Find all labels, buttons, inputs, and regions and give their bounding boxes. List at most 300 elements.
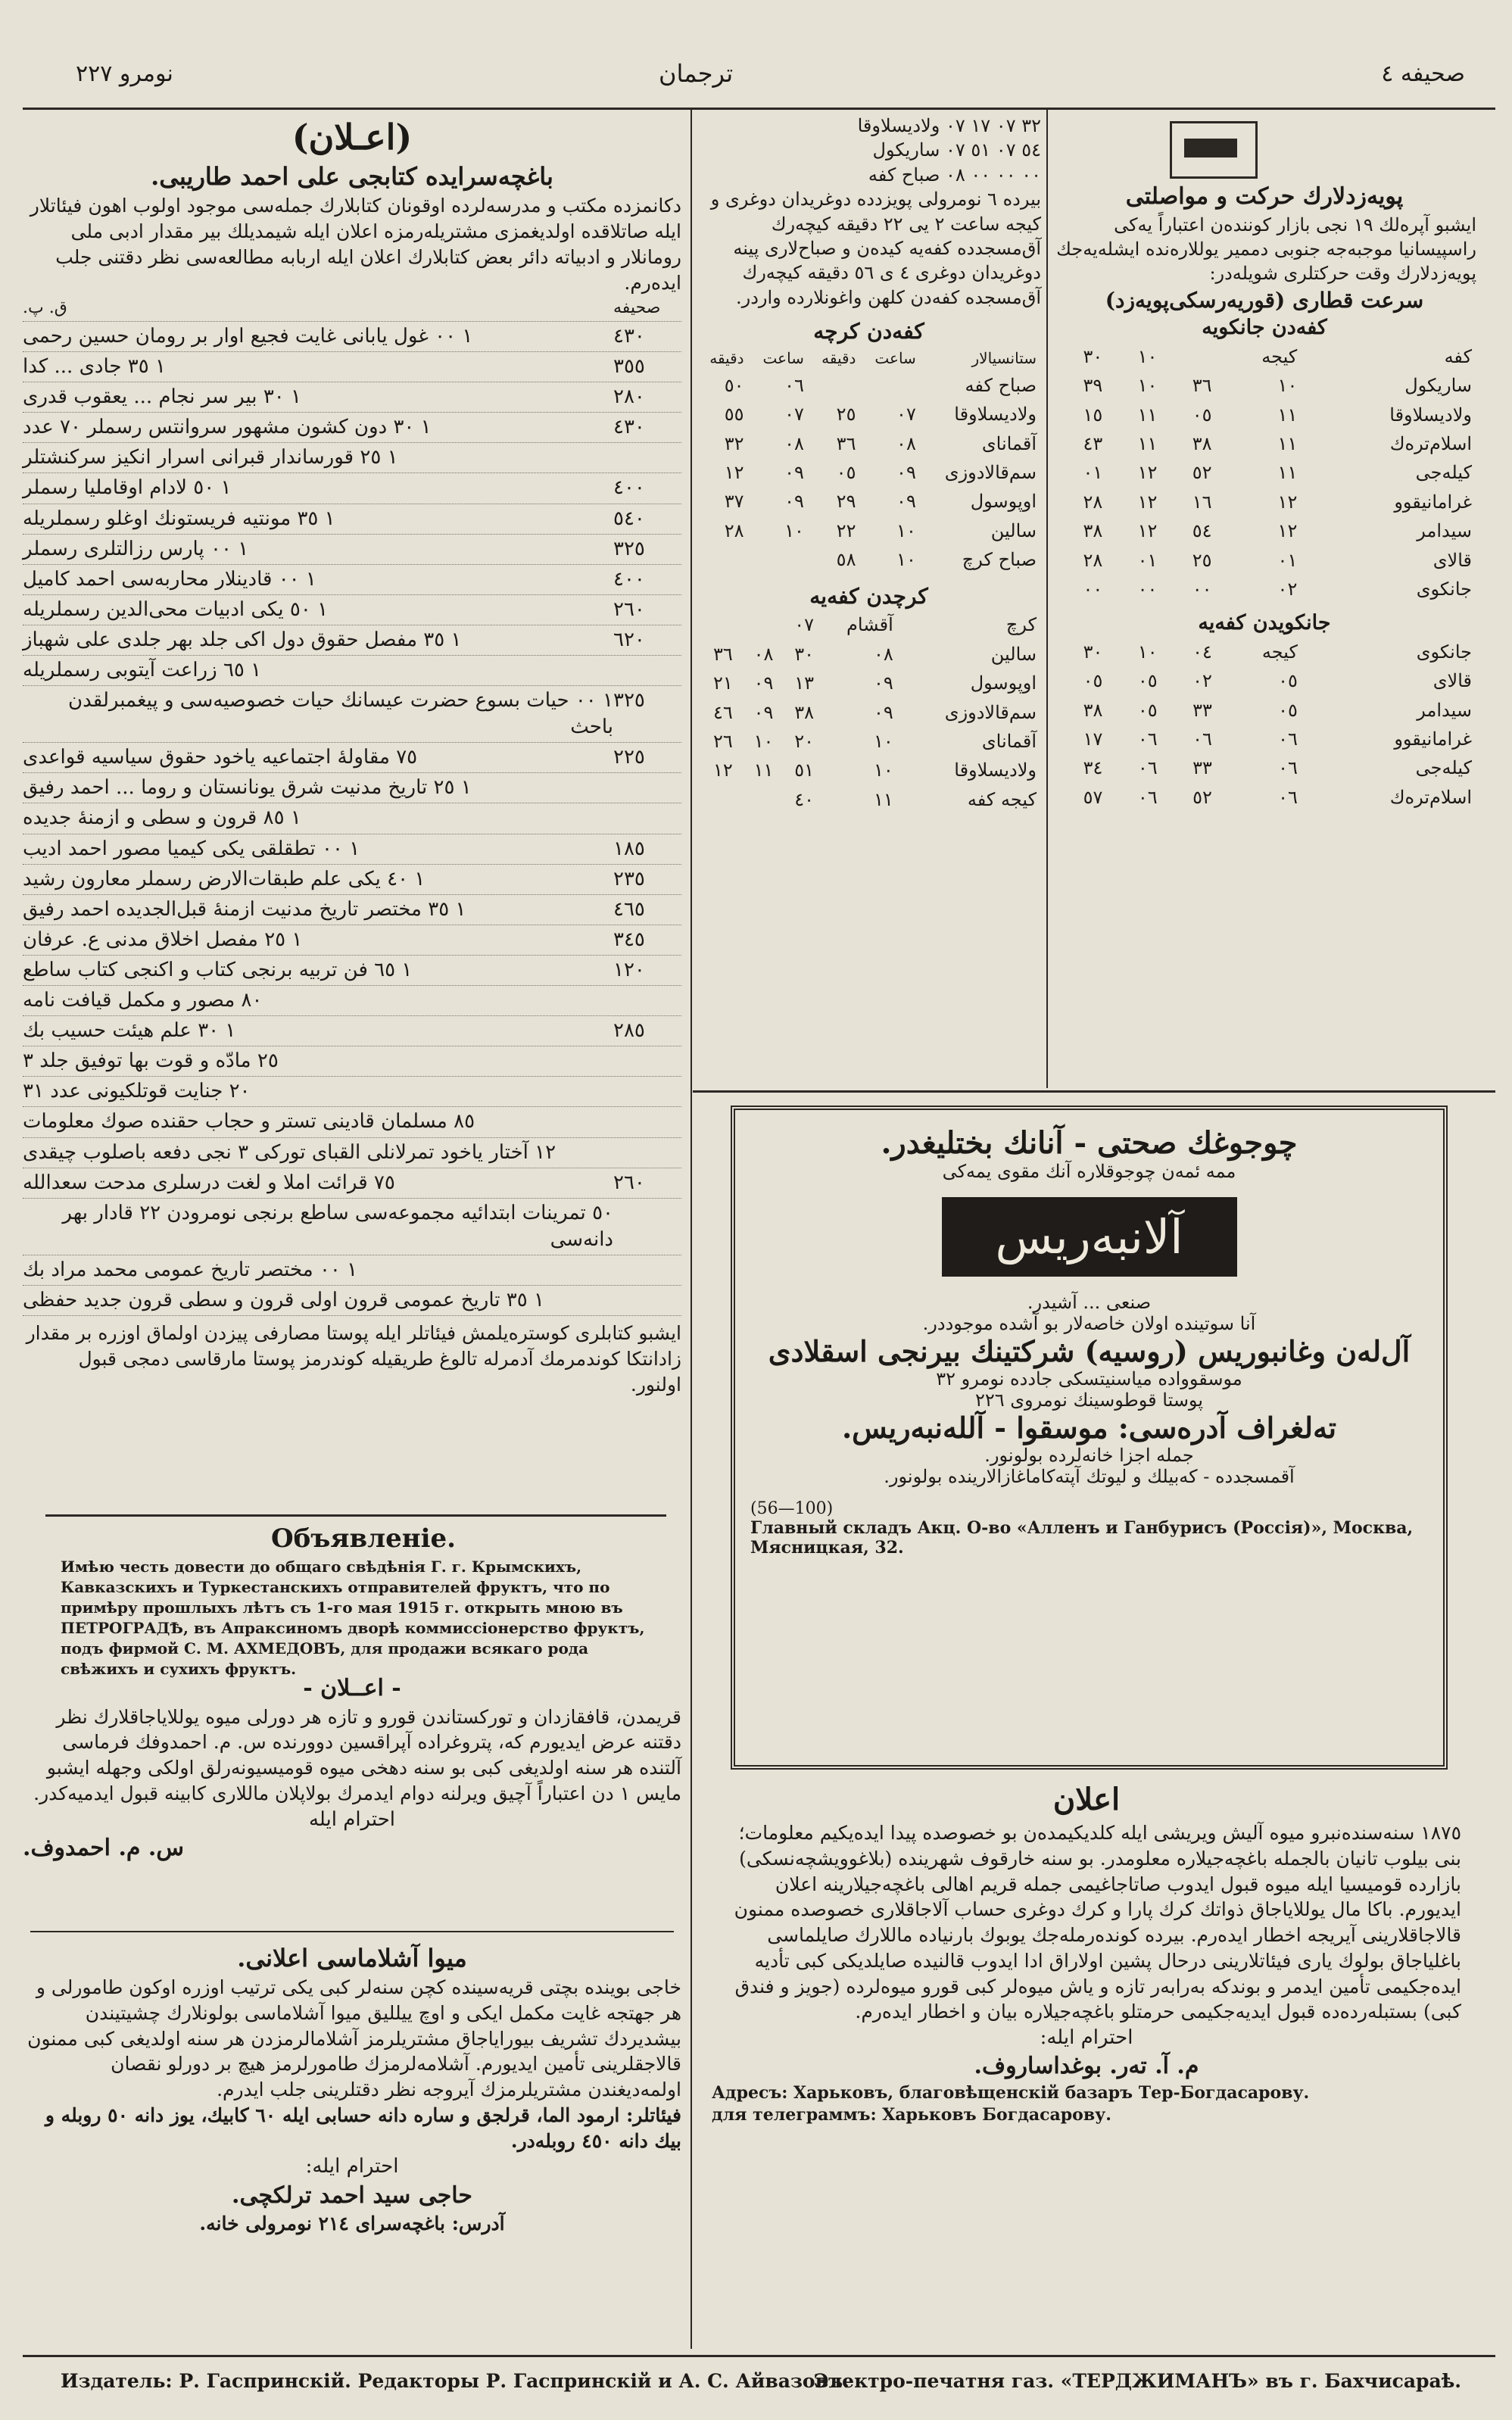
book-title: ١ ٨٥ قرون و سطی و ازمنهٔ جدیده bbox=[23, 806, 301, 830]
table-cell: ٥٧ bbox=[1083, 786, 1103, 808]
table-cell: ٣٢ bbox=[724, 432, 744, 454]
book-row bbox=[23, 535, 681, 565]
book-row bbox=[23, 352, 681, 382]
djankoy-kefe-title: جانکویدن کفه‌یه bbox=[1198, 611, 1331, 635]
book-row bbox=[23, 1046, 681, 1077]
book-list bbox=[23, 322, 681, 1316]
book-row bbox=[23, 504, 681, 535]
book-title: ١ ٣٥ جادی ... كدا bbox=[23, 355, 166, 379]
book-pages: ٢٨٠ bbox=[613, 385, 645, 409]
book-title: ١ ٠٠ حیات بسوع حضرت عیسانك حیات خصوصیه‌سی و پیغمبرلقدن باحث bbox=[68, 689, 613, 739]
book-pages: ٤٠٠ bbox=[613, 476, 645, 500]
table-cell: ٢٨ bbox=[724, 519, 744, 541]
book-row bbox=[23, 1138, 681, 1168]
book-pages: ٢٣٥ bbox=[613, 867, 645, 890]
page-header bbox=[15, 53, 1495, 106]
train-schedule bbox=[1052, 182, 1476, 812]
table-cell: ٤٣ bbox=[1083, 433, 1103, 455]
table-cell: ١١ bbox=[873, 788, 893, 810]
book-title: ١ ٢٥ تاریخ مدنیت شرق یونانستان و روما ... احمد رفیق bbox=[23, 776, 472, 800]
book-title: ٧٥ مقاولهٔ اجتماعیه یاخود حقوق سیاسیه قواعدی bbox=[23, 746, 418, 769]
table-cell bbox=[697, 610, 737, 639]
table-header-cell: ساعت bbox=[874, 348, 916, 367]
table-cell: ٥٢ bbox=[1192, 462, 1212, 484]
table-cell: ١٠ bbox=[753, 731, 774, 753]
page-number: صحیفه ٤ bbox=[1381, 61, 1465, 87]
table-cell: ١٥ bbox=[1083, 404, 1103, 426]
book-title: ١ ٣٠ علم هیئت حسیب بك bbox=[23, 1019, 236, 1043]
book-row bbox=[23, 1107, 681, 1137]
table-row bbox=[1052, 546, 1476, 575]
turkic-notice-sign2: س. م. احمدوف. bbox=[23, 1834, 184, 1861]
book-pages: ١٨٥ bbox=[613, 837, 645, 860]
table-cell: ٠٩ bbox=[784, 462, 804, 484]
book-title: ١ ٦٥ زراعت آیتوبی رسملریله bbox=[23, 659, 262, 681]
table-row bbox=[697, 371, 1041, 400]
table-cell: ٠٩ bbox=[784, 491, 804, 513]
table-cell bbox=[737, 785, 778, 814]
book-pages: ٥٤٠ bbox=[613, 507, 645, 530]
table-cell: ٠١ bbox=[1083, 462, 1103, 484]
book-pages bbox=[613, 805, 681, 831]
table-cell: ١٠ bbox=[896, 549, 916, 571]
book-pages: ٤٦٥ bbox=[613, 897, 645, 921]
book-row bbox=[23, 1168, 681, 1199]
book-pages bbox=[613, 1287, 681, 1314]
table-cell: ١٢ bbox=[724, 462, 744, 484]
table-cell: ١٠ bbox=[896, 519, 916, 541]
schedule-intro: ایشبو آپرەلك ١٩ نجی بازار کوننده‌ن اعتباراً یه‌کی راسپیسانیا موجبه‌جه جنوبی دممیر یوللاره‌نده ایشله‌یه‌جك پویه‌زدلارك وقت حرکتلری شویله‌در: bbox=[1056, 214, 1476, 285]
table-cell: سالین bbox=[990, 643, 1037, 665]
book-advert-intro: دکانمزده مکتب و مدرسه‌لرده اوقونان کتابلارك جمله‌سی موجود اولوب اهون فیئاتلار ایله صاتلاقده اولدیغمزی مشتریله‌رمزه اعلان ایله شیمدیلك بیر مقدار ادبی ملی رومانلار و ادبیاته دائر بعض کتابلارك اعلان ایله اربابه مطالعه‌سی نظر دقتنی جلب ایده‌رم. bbox=[30, 195, 681, 294]
timetable-continued bbox=[697, 114, 1041, 187]
book-list-header-price: ق. پ. bbox=[23, 298, 67, 318]
table-cell: ٢١ bbox=[712, 672, 733, 694]
table-cell: ٢٨ bbox=[1083, 549, 1103, 571]
table-cell: سیدامر bbox=[1417, 699, 1472, 721]
table-cell: ٣٠ bbox=[1083, 345, 1103, 367]
header-rule bbox=[23, 108, 1495, 110]
table-cell: ٣٨ bbox=[1083, 520, 1103, 542]
book-pages: ٢٦٠ bbox=[613, 1171, 645, 1194]
ad-line8: تەلغراف آدرەسی: موسقوا - آللەنبەریس. bbox=[841, 1411, 1337, 1445]
ad-line4: آنا سوتینده اولان خاصه‌لار بو آشده موجوددر. bbox=[922, 1313, 1256, 1334]
book-title: ٨٠ مصور و مکمل قیافت نامه bbox=[23, 989, 263, 1012]
book-row bbox=[23, 743, 681, 773]
table-cell: ٠٥ bbox=[1192, 404, 1212, 426]
table-cell: ٠٩ bbox=[873, 672, 893, 694]
table-cell: ٠٨ bbox=[896, 432, 916, 454]
table-cell: ٣٦ bbox=[712, 643, 733, 665]
table-row bbox=[1052, 488, 1476, 516]
book-pages: ٢٢٥ bbox=[613, 746, 645, 769]
table-cell: ٠٠ bbox=[1083, 578, 1103, 600]
fruit-notice-price: فیئاتلر: ارمود الما، قرلجق و ساره دانه حسابی ایله ٦٠ کابیك، یوز دانه ٥٠ روبله و بیك دانه ٤٥٠ روبله‌در. bbox=[45, 2103, 681, 2152]
table-header-row bbox=[697, 346, 1041, 371]
book-row bbox=[23, 1255, 681, 1286]
table-cell: ٠٥ bbox=[1083, 670, 1103, 692]
table-row bbox=[697, 698, 1041, 727]
book-advert bbox=[23, 114, 681, 1397]
book-title: ٧٥ قرائت املا و لغت درسلری مدحت سعدالله bbox=[23, 1171, 395, 1194]
book-row bbox=[23, 322, 681, 352]
printer-line: Электро-печатня газ. «ТЕРДЖИМАНЪ» въ г. Бахчисараѣ. bbox=[813, 2370, 1461, 2392]
table-cell: ولادیسلاوقا bbox=[954, 759, 1037, 781]
table-row bbox=[1052, 783, 1476, 812]
table-cell: ١٠ bbox=[1137, 345, 1158, 367]
book-pages: ٤٠٠ bbox=[613, 567, 645, 591]
table-header-cell: دقیقه bbox=[821, 348, 856, 367]
book-row bbox=[23, 986, 681, 1016]
fruit-commission-sign2: م. آ. تەر. بوغداساروف. bbox=[974, 2053, 1199, 2080]
table-cell: اسلام‌تره‌ك bbox=[1389, 433, 1472, 455]
book-title: ٥٠ تمرینات ابتدائیه مجموعه‌سی ساطع برنجی نومرودن ٢٢ قادار بهر دانه‌سی bbox=[62, 1201, 613, 1251]
book-pages bbox=[613, 1200, 681, 1253]
table-row bbox=[1052, 371, 1476, 400]
book-advert-outro: ایشبو کتابلری کوستره‌یلمش فیئاتلر ایله پوستا مصارفی پیزدن اولماق اوزره بر مقدار زادانتکا کوندمرمك آدمرله تالوغ طریقیله کوندرمز پوستا مارقاسی دمجی قبول اولنور. bbox=[26, 1322, 681, 1396]
book-list-header bbox=[23, 295, 681, 322]
fruit-commission-notice bbox=[712, 1779, 1461, 2127]
table-cell: ٢٩ bbox=[836, 491, 856, 513]
book-pages bbox=[613, 1109, 681, 1135]
table-cell: کیجه bbox=[1261, 641, 1298, 663]
table-cell: ٠٦ bbox=[1137, 728, 1158, 750]
rule-1 bbox=[45, 1514, 666, 1517]
table-row bbox=[1052, 638, 1476, 666]
table-cell: ٠١ bbox=[1277, 549, 1298, 571]
table-cell: کیله‌جی bbox=[1415, 757, 1472, 779]
book-pages: ٣٢٥ bbox=[613, 689, 645, 713]
table-cell: سالین bbox=[990, 519, 1037, 541]
turkic-notice-body: قریمدن، قافقازدان و تورکستاندن قورو و تازه هر دورلی میوه یوللایاجاقلارك نظر دقتنه عرض ایدیورم که، پتروغراده آپراقسین دوورنده س. م. احمدوفك فرماسی آلتنده هر سنه اولدیغی کبی بو سنه دهخی میوه قومیسیونه‌رلق اولکی وجهله ایشبو مایس ١ دن اعتباراً آچیق ویرلنه دوام ایدمرك بولاپلان ماللاری کابینه قبول ایدمیه‌کدر. bbox=[33, 1705, 681, 1804]
table-row bbox=[1052, 516, 1476, 545]
fruit-notice-body: خاجی بوینده بچتی قریه‌سینده کچن سنه‌لر کبی یکی ترتیب اوزره اوکون طامورلی و هر جهتجه غایت مکمل ایکی و اوچ ییللیق میوا آشلاماسی بولونلارك چشیتیندن بیشدیردك تشریف بیورایاجاق مشتریلرمز آشلامالرمزدن هر سنه اولدیغی کبی ممنون قالاجقلرینی تأمین ایدیورم. آشلامه‌لرمزك طامورلرمز هیچ بر دورلو نقصان اولمه‌دیغندن مشتریلرمزك آیروجه نظر دقتلرینی جلب ایدرم. bbox=[27, 1976, 681, 2101]
book-pages: ٣٢٥ bbox=[613, 537, 645, 560]
ad-line3: صنعی ... آشیدر. bbox=[1027, 1292, 1152, 1313]
book-pages bbox=[613, 1048, 681, 1074]
table-cell: ٠٦ bbox=[1137, 786, 1158, 808]
table-row bbox=[697, 458, 1041, 487]
kerch-kefe-title: کرچدن کفه‌یه bbox=[809, 583, 928, 609]
table-row bbox=[697, 487, 1041, 516]
table-cell: ٥٠ bbox=[724, 374, 744, 396]
book-pages: ١٢٠ bbox=[613, 958, 645, 981]
russian-notice-body: Имѣю честь довести до общаго свѣдѣнія Г. г. Крымскихъ, Кавказскихъ и Туркестанскихъ отправителей фруктъ, что по примѣру прошлыхъ лѣтъ съ 1-го мая 1915 г. открыть мною въ ПЕТРОГРАДѢ, въ Апраксиномъ дворѣ коммиссіонерство фруктъ, подъ фирмой С. М. АХМЕДОВЪ, для продажи всякаго рода свѣжихъ и сухихъ фруктъ. bbox=[61, 1557, 645, 1678]
book-row bbox=[23, 925, 681, 956]
book-row bbox=[23, 1077, 681, 1107]
express-title: سرعت قطاری (قوریه‌رسکی‌پویه‌زد) bbox=[1105, 287, 1424, 313]
book-row bbox=[23, 895, 681, 925]
kerch-kefe-table bbox=[697, 610, 1041, 814]
book-row bbox=[23, 565, 681, 595]
table-cell: اوپوسول bbox=[970, 672, 1037, 694]
table-cell bbox=[697, 785, 737, 814]
table-row bbox=[1052, 696, 1476, 725]
table-cell: قالای bbox=[1433, 549, 1472, 571]
timetable-row: ٥٤ ٠٧ ٥١ ٠٧ ساریکول bbox=[872, 139, 1041, 161]
table-cell: ٠٦ bbox=[1278, 728, 1298, 750]
table-cell: ١٢ bbox=[1137, 491, 1158, 513]
timetable-row: ٠٠ ٠٠ ٠٠ ٠٨ صباح کفه bbox=[868, 164, 1041, 186]
table-cell: ١٠ bbox=[784, 519, 804, 541]
table-cell: ٥١ bbox=[794, 759, 815, 781]
table-cell: ١٢ bbox=[1277, 491, 1298, 513]
table-row bbox=[697, 400, 1041, 429]
book-row bbox=[23, 1286, 681, 1316]
table-cell: ٣٣ bbox=[1192, 699, 1212, 721]
ad-russian-text: Главный складъ Акц. О-во «Алленъ и Ганбурисъ (Россія)», Москва, Мясницкая, 32. bbox=[750, 1518, 1414, 1558]
book-title: ١ ٠٠ مختصر تاریخ عمومی محمد مراد بك bbox=[23, 1258, 358, 1281]
ad-line9: جمله اجزا خانه‌لرده بولونور. bbox=[984, 1445, 1194, 1466]
table-cell: ٠٨ bbox=[873, 643, 893, 665]
table-cell: ٠٥ bbox=[1278, 670, 1298, 692]
book-title: ١ ٣٠ بیر سر نجام ... یعقوب قدری bbox=[23, 385, 301, 409]
table-cell: آقمانای bbox=[981, 432, 1037, 454]
table-cell: آقشام bbox=[846, 614, 893, 636]
book-title: ١ ٠٠ تطقلقی یکی کیمیا مصور احمد ادیب bbox=[23, 837, 360, 860]
book-pages bbox=[613, 1140, 681, 1166]
table-cell: ٥٨ bbox=[836, 549, 856, 571]
paper-name: ترجمان bbox=[659, 59, 734, 88]
table-cell: ٠٩ bbox=[753, 672, 774, 694]
table-cell: ٠٦ bbox=[1192, 728, 1212, 750]
book-row bbox=[23, 413, 681, 443]
table-cell: ٣٩ bbox=[1083, 375, 1103, 397]
ad-line5: آل‌لەن وغانبوریس (روسیه) شرکتینك بیرنجی اسقلادی bbox=[768, 1334, 1411, 1368]
table-cell: ١٢ bbox=[712, 759, 733, 781]
book-row bbox=[23, 1016, 681, 1046]
table-row bbox=[1052, 666, 1476, 695]
table-cell: ٣٦ bbox=[836, 432, 856, 454]
book-pages: ٦٢٠ bbox=[613, 628, 645, 651]
book-title: ٨٥ مسلمان قادینی تستر و حجاب حقنده صوك معلومات bbox=[23, 1110, 475, 1134]
ad-line2: ممه ئمەن چوجوقلاره آنك مقوی یمه‌کی bbox=[942, 1161, 1236, 1182]
table-cell: ٠٩ bbox=[753, 701, 774, 723]
table-cell: ٤٠ bbox=[794, 788, 815, 810]
allenburys-advert bbox=[731, 1106, 1448, 1770]
table-cell: ٣٧ bbox=[724, 491, 744, 513]
issue-number: نومرو ٢٢٧ bbox=[76, 61, 173, 87]
table-cell: ٢٠ bbox=[794, 731, 815, 753]
book-row bbox=[23, 656, 681, 686]
table-cell: ١٦ bbox=[1192, 491, 1212, 513]
book-pages: ٢٦٠ bbox=[613, 597, 645, 621]
table-cell: ٢٥ bbox=[836, 404, 856, 426]
book-pages bbox=[613, 1078, 681, 1105]
table-row bbox=[697, 429, 1041, 458]
table-row bbox=[1052, 725, 1476, 753]
table-cell: ١٠ bbox=[1137, 641, 1158, 663]
brand-logo: آلانبه‌ریس bbox=[942, 1197, 1237, 1277]
table-cell: کرچ bbox=[1005, 614, 1037, 636]
table-cell: ٣٠ bbox=[794, 643, 815, 665]
djankoy-kefe-table bbox=[1052, 638, 1476, 812]
ad-ref: (56—100) bbox=[750, 1499, 834, 1518]
table-cell: ٠٢ bbox=[1277, 578, 1298, 600]
table-cell: ١١ bbox=[1277, 433, 1298, 455]
book-row bbox=[23, 834, 681, 865]
table-row bbox=[1052, 575, 1476, 603]
table-cell: ٢٢ bbox=[836, 519, 856, 541]
book-row bbox=[23, 625, 681, 656]
table-cell bbox=[697, 545, 749, 574]
table-row bbox=[1052, 342, 1476, 371]
table-cell: ٠٠ bbox=[1192, 578, 1212, 600]
table-cell: ولادیسلاوقا bbox=[954, 404, 1037, 426]
table-cell: ٣٨ bbox=[1083, 699, 1103, 721]
book-title: ١ ٣٥ مختصر تاریخ مدنیت ازمنهٔ قبل‌الجدیده احمد رفیق bbox=[23, 897, 466, 921]
table-cell: ٣٨ bbox=[794, 701, 815, 723]
table-header-cell: ساعت bbox=[762, 348, 804, 367]
fruit-commission-title: اعلان bbox=[1052, 1782, 1121, 1817]
schedule-title: پویه‌زدلارك حرکت و مواصلتی bbox=[1125, 183, 1404, 210]
table-cell: ولادیسلاوقا bbox=[1389, 404, 1472, 426]
table-cell: ١٠ bbox=[873, 759, 893, 781]
table-cell: ٠٥ bbox=[836, 462, 856, 484]
table-cell: ١١ bbox=[1137, 433, 1158, 455]
book-title: ١ ٣٥ تاریخ عمومی قرون اولی قرون و سطی قرون جدید حفظی bbox=[23, 1288, 544, 1311]
table-row bbox=[697, 756, 1041, 784]
table-cell: ٠٦ bbox=[1278, 757, 1298, 779]
table-cell: قالای bbox=[1433, 670, 1472, 692]
table-cell: ٠٢ bbox=[1192, 670, 1212, 692]
book-title: ١٢ آختار یاخود تمرلانلی القبای تورکی ٣ نجی دفعه باصلوب چیقدی bbox=[23, 1140, 556, 1164]
book-title: ١ ٦٥ فن تربیه برنجی کتاب و اکنجی کتاب ساطع bbox=[23, 958, 413, 981]
table-cell: کیجه bbox=[1261, 345, 1298, 367]
fruit-notice-address: آدرس: باغچه‌سرای ٢١٤ نومرولی خانه. bbox=[199, 2213, 505, 2235]
book-row bbox=[23, 865, 681, 895]
rule-3 bbox=[693, 1090, 1495, 1093]
footer-rule bbox=[23, 2355, 1495, 2357]
table-cell: ٣٦ bbox=[1192, 375, 1212, 397]
book-pages: ٤٣٠ bbox=[613, 324, 645, 348]
table-cell: ١٣ bbox=[794, 672, 815, 694]
table-cell: جانکوی bbox=[1416, 578, 1472, 600]
table-cell: غرامانیقوو bbox=[1394, 728, 1472, 750]
table-cell: ٠٨ bbox=[784, 432, 804, 454]
table-row bbox=[697, 727, 1041, 756]
timetable-note: بیرده ٦ نومرولی پویزدده دوغریدان دوغری و کیجه ساعت ٢ یی ٢٢ دقیقه کیچه‌رك آق‌مسجدده کفه‌یه کیده‌ن و صباح‌لاری پینه دوغریدان دوغری ٤ ی ٥٦ دقیقه کیچه‌رك آق‌مسجده کفه‌دن کلهن واغونلارده واردر. bbox=[710, 189, 1041, 308]
table-cell: ٠٩ bbox=[896, 462, 916, 484]
book-title: ١ ٢٥ مفصل اخلاق مدنی ع. عرفان bbox=[23, 928, 303, 951]
table-cell: غرامانیقوو bbox=[1394, 491, 1472, 513]
table-cell: ٢٦ bbox=[712, 731, 733, 753]
table-cell: ٠٦ bbox=[1278, 786, 1298, 808]
book-advert-title: (اعـلان) bbox=[291, 117, 413, 157]
table-cell: ٣٤ bbox=[1083, 757, 1103, 779]
book-title: ١ ٣٥ مونتیه فریستونك اوغلو رسملریله bbox=[23, 507, 335, 530]
timetable-row: ٣٢ ٠٧ ١٧ ٠٧ ولادیسلاوقا bbox=[857, 115, 1041, 136]
book-pages bbox=[613, 657, 681, 684]
table-cell: ١٢ bbox=[1137, 520, 1158, 542]
table-cell: ٠٧ bbox=[784, 404, 804, 426]
table-cell: ٥٤ bbox=[1192, 520, 1212, 542]
table-cell: ٠٦ bbox=[784, 374, 804, 396]
table-cell: ٥٢ bbox=[1192, 786, 1212, 808]
table-row bbox=[697, 516, 1041, 545]
book-title: ١ ٣٥ مفصل حقوق دول اکی جلد بهر جلدی علی شهباز bbox=[23, 628, 462, 651]
book-list-header-pages: صحیفه bbox=[613, 298, 661, 318]
book-pages: ٢٨٥ bbox=[613, 1019, 645, 1043]
fruit-notice-sign2: حاجی سید احمد ترلکچی. bbox=[232, 2181, 472, 2209]
book-row bbox=[23, 686, 681, 743]
russian-notice bbox=[61, 1522, 666, 1679]
table-cell: ٠٧ bbox=[794, 614, 815, 636]
footer bbox=[61, 2370, 1461, 2392]
table-cell bbox=[749, 545, 809, 574]
table-cell: ٠٨ bbox=[753, 643, 774, 665]
ad-line6: موسقوواده میاسنیتسکی جادده نومرو ٣٢ bbox=[936, 1368, 1242, 1389]
russian-notice-title: Объявленіе. bbox=[271, 1523, 456, 1554]
table-cell: ٠٥ bbox=[1278, 699, 1298, 721]
table-cell: ٢٨ bbox=[1083, 491, 1103, 513]
table-row bbox=[1052, 429, 1476, 458]
table-row bbox=[697, 640, 1041, 669]
book-pages bbox=[613, 775, 681, 801]
table-cell: اسلام‌تره‌ك bbox=[1389, 786, 1472, 808]
table-cell: ١٢ bbox=[1137, 462, 1158, 484]
table-row bbox=[1052, 753, 1476, 782]
table-cell: سیدامر bbox=[1417, 520, 1472, 542]
table-cell: صباح کرچ bbox=[962, 549, 1037, 571]
table-cell: کفه bbox=[1444, 345, 1472, 367]
book-title: ١ ٥٠ یکی ادبیات محی‌الدین رسملریله bbox=[23, 597, 329, 621]
book-advert-subtitle: باغچه‌سرایده کتابجی علی احمد طاریبی. bbox=[151, 162, 553, 192]
kefe-kerch-title: کفه‌دن کرچه bbox=[813, 319, 924, 345]
table-cell: ١٠ bbox=[1137, 375, 1158, 397]
turkic-notice bbox=[23, 1673, 681, 1863]
table-cell: صباح کفه bbox=[965, 374, 1037, 396]
table-cell: جانکوی bbox=[1416, 641, 1472, 663]
book-title: ٢٠ جنایت قوتلکیونی عدد ٣١ bbox=[23, 1080, 251, 1103]
table-cell: آقمانای bbox=[981, 731, 1037, 753]
column-divider-left bbox=[691, 108, 692, 2349]
book-row bbox=[23, 595, 681, 625]
table-cell: ٠٠ bbox=[1137, 578, 1158, 600]
table-cell: ٠٥ bbox=[1137, 699, 1158, 721]
table-cell: سم‌قالادوزی bbox=[944, 462, 1037, 484]
fruit-notice-title: میوا آشلاماسی اعلانی. bbox=[237, 1944, 467, 1972]
table-cell: اوپوسول bbox=[970, 491, 1037, 513]
table-cell bbox=[737, 610, 778, 639]
table-cell: ٠٧ bbox=[896, 404, 916, 426]
book-title: ١ ٠٠ پارس رزالتلری رسملر bbox=[23, 537, 249, 560]
table-cell: کیله‌جی bbox=[1415, 462, 1472, 484]
book-title: ١ ٤٠ یکی علم طبقات‌الارض رسملر معارون رشید bbox=[23, 867, 426, 890]
book-title: ١ ٣٠ دون کشون مشهور سروانتس رسملر ٧٠ عدد bbox=[23, 416, 432, 439]
table-cell: ٠٤ bbox=[1192, 641, 1212, 663]
table-cell: ١٧ bbox=[1083, 728, 1103, 750]
table-header-cell: دقیقه bbox=[709, 348, 744, 367]
table-row bbox=[697, 785, 1041, 814]
table-cell: ٣٠ bbox=[1083, 641, 1103, 663]
fruit-commission-ru2: для телеграммъ: Харьковъ Богдасарову. bbox=[712, 2105, 1111, 2125]
book-title: ١ ٥٠ لادام اوقاملیا رسملر bbox=[23, 476, 232, 500]
fruit-notice-sign1: احترام ایله: bbox=[305, 2155, 399, 2178]
kefe-djankoy-table bbox=[1052, 342, 1476, 604]
table-cell: ١٠ bbox=[873, 731, 893, 753]
table-cell bbox=[809, 371, 861, 400]
table-cell: ٠٦ bbox=[1137, 757, 1158, 779]
table-cell: کیجه کفه bbox=[967, 788, 1037, 810]
table-row bbox=[697, 669, 1041, 697]
table-cell: ١٢ bbox=[1277, 520, 1298, 542]
table-cell: ١١ bbox=[1277, 404, 1298, 426]
table-cell bbox=[860, 371, 920, 400]
rule-2 bbox=[30, 1931, 674, 1932]
fruit-commission-ru1: Адресъ: Харьковъ, благовѣщенскій базаръ Тер-Богдасарову. bbox=[712, 2082, 1310, 2103]
fruit-commission-sign1: احترام ایله: bbox=[1040, 2026, 1133, 2049]
